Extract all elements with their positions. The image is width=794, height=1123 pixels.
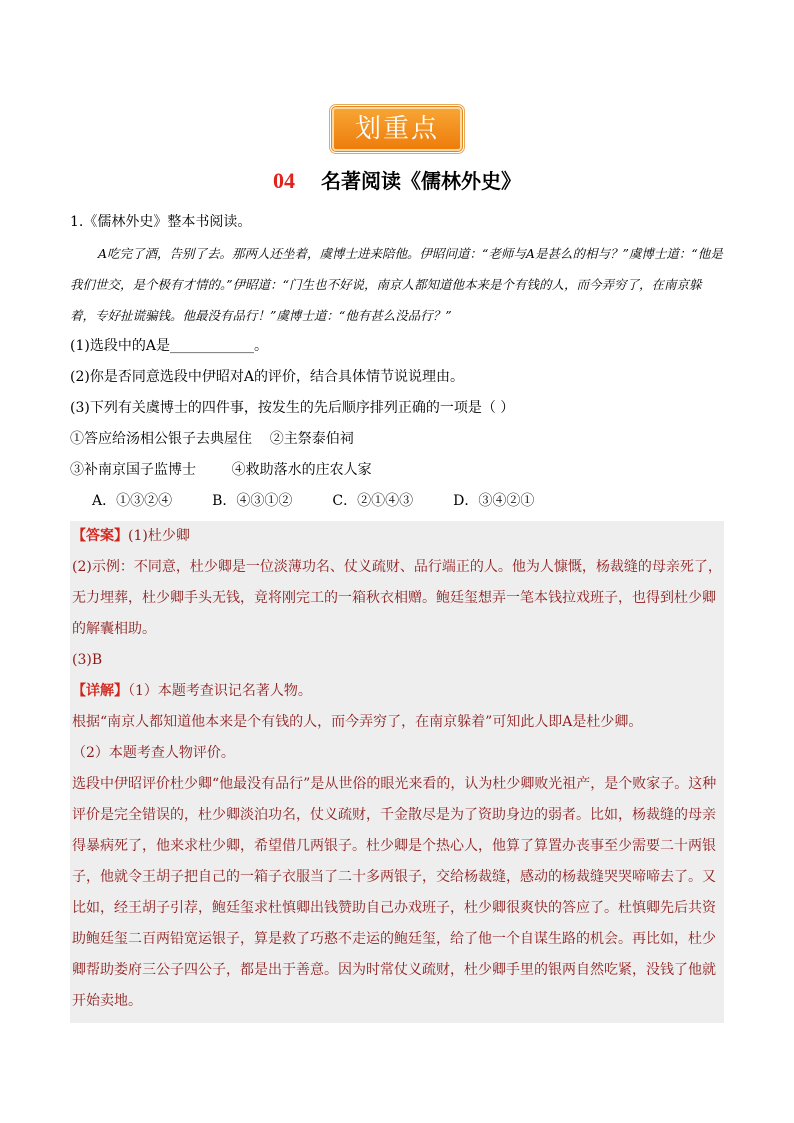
detail-3: （2）本题考查人物评价。 [72, 745, 235, 761]
main-content [70, 207, 724, 1023]
reading-passage: A吃完了酒，告别了去。那两人还坐着，虞博士进来陪他。伊昭问道：“老师与A是甚么的相与？”虞博士道：“他是我们世交，是个极有才情的。”伊昭道：“门生也不好说，南京人都知道他本来是个有钱的人，而今弄穷了，在南京躲着，专好扯谎骗钱。他最没有品行！”虞博士道：“他有甚么没品行？” [70, 246, 723, 323]
answer-3: (3)B [72, 652, 103, 668]
sub-question-3: (3)下列有关虞博士的四件事，按发生的先后顺序排列正确的一项是（ ） [70, 400, 515, 416]
option-c: C．②①④③ [332, 493, 414, 509]
option-b: B．④③①② [212, 493, 293, 509]
detail-label: 【详解】 [72, 683, 128, 699]
detail-1: （1）本题考查识记名著人物。 [128, 683, 312, 699]
events-line-2: ③补南京国子监博士 ④救助落水的庄农人家 [70, 462, 372, 478]
answer-1: (1)杜少卿 [128, 528, 190, 544]
highlight-badge: 划重点 [332, 107, 462, 151]
events-line-1: ①答应给汤相公银子去典屋住 ②主祭泰伯祠 [70, 431, 354, 447]
sub-question-1: (1)选段中的A是____________。 [70, 338, 268, 354]
answer-label: 【答案】 [72, 528, 128, 544]
sub-question-2: (2)你是否同意选段中伊昭对A的评价，结合具体情节说说理由。 [70, 369, 464, 385]
detail-2: 根据“南京人都知道他本来是个有钱的人，而今弄穷了，在南京躲着”可知此人即A是杜少卿。 [72, 714, 643, 730]
answer-2: (2)示例：不同意，杜少卿是一位淡薄功名、仗义疏财、品行端正的人。他为人慷慨，杨裁缝的母亲死了，无力埋葬，杜少卿手头无钱，竟将刚完工的一箱秋衣相赠。鲍廷玺想弄一笔本钱拉戏班子，也得到杜少卿的解囊相助。 [72, 559, 722, 637]
choice-options [70, 486, 724, 517]
option-d: D．③④②① [453, 493, 535, 509]
question-intro: 1.《儒林外史》整本书阅读。 [70, 214, 252, 230]
detail-4: 选段中伊昭评价杜少卿“他最没有品行”是从世俗的眼光来看的，认为杜少卿败光祖产，是个败家子。这种评价是完全错误的，杜少卿淡泊功名，仗义疏财，千金散尽是为了资助身边的弱者。比如，杨裁缝的母亲得暴病死了，他来求杜少卿，希望借几两银子。杜少卿是个热心人，他算了算置办丧事至少需要二十两银子，他就令王胡子把自己的一箱子衣服当了二十多两银子，交给杨裁缝，感动的杨裁缝哭哭啼啼去了。又比如，经王胡子引荐，鲍廷玺求杜慎卿出钱赞助自己办戏班子，杜少卿很爽快的答应了。杜慎卿先后共资助鲍廷玺二百两铅宽运银子，算是救了巧憨不走运的鲍廷玺，给了他一个自谋生路的机会。再比如，杜少卿帮助娄府三公子四公子，都是出于善意。因为时常仗义疏财，杜少卿手里的银两自然吃紧，没钱了他就开始卖地。 [72, 776, 717, 1009]
badge-wrap [0, 107, 794, 151]
answer-box [70, 521, 724, 1023]
option-a: A．①③②④ [92, 493, 173, 509]
section-title: 名著阅读《儒林外史》 [321, 169, 521, 193]
page-title [0, 165, 794, 194]
section-number: 04 [273, 168, 295, 193]
